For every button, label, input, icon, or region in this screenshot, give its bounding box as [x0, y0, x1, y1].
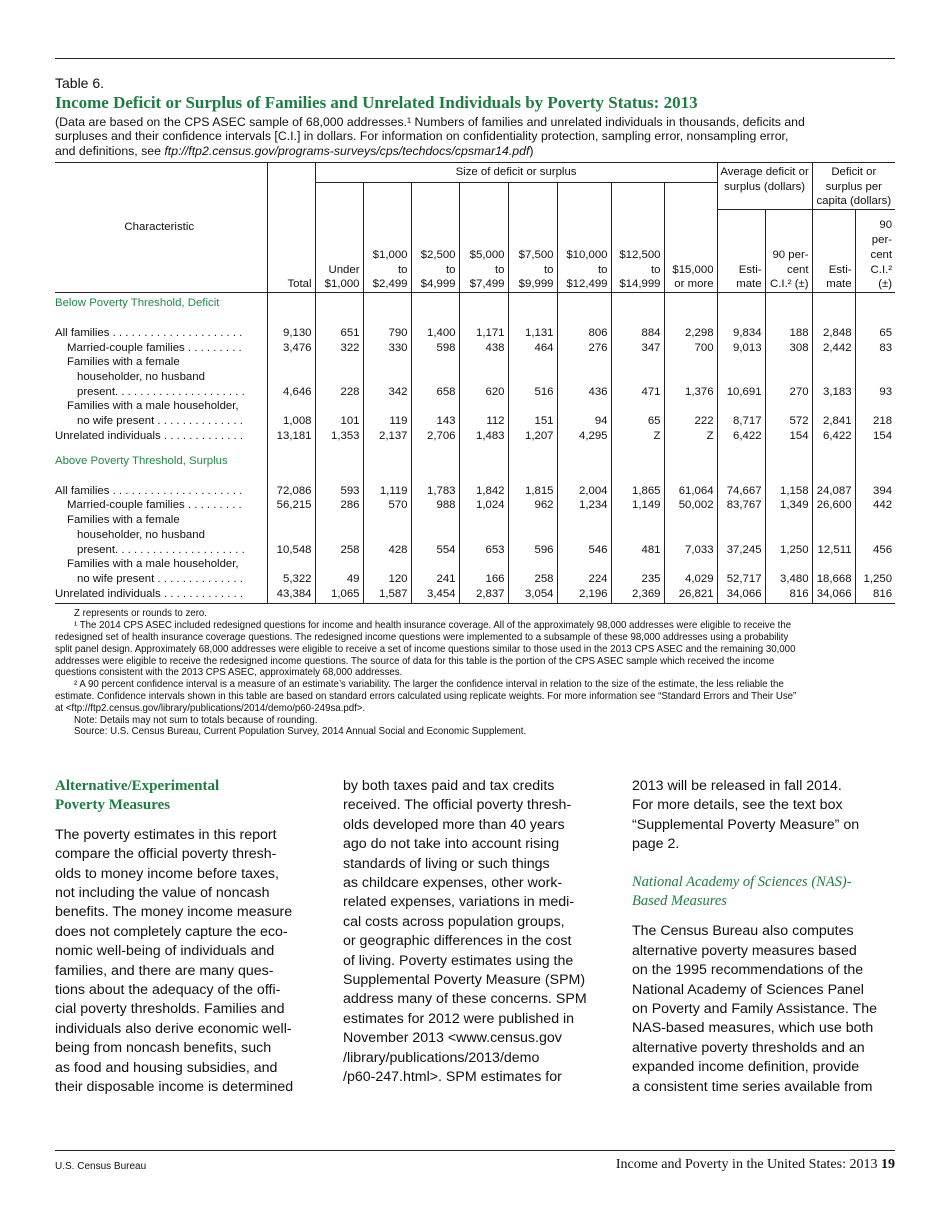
footnote-1: ¹ The 2014 CPS ASEC included redesigned questions for income and health insurance coverage. All of the approximately 98,000 addresses were eligible to receive the: [74, 620, 792, 632]
value-cell: 651: [315, 311, 363, 341]
table-row: [55, 587, 895, 604]
value-cell: 1,353: [315, 429, 363, 444]
value-cell: 222: [664, 399, 717, 428]
section-heading: Poverty Measures: [55, 797, 171, 814]
value-cell: 228: [315, 355, 363, 399]
body-text-line: on Poverty and Family Assistance. The: [632, 1001, 877, 1018]
value-cell: 658: [411, 355, 459, 399]
value-cell: 61,064: [664, 468, 717, 498]
value-cell: 884: [611, 311, 664, 341]
header-bracket: $2,500 to $4,999: [411, 182, 459, 292]
empty-cell: [812, 293, 855, 311]
value-cell: 596: [508, 513, 557, 557]
value-cell: 2,837: [459, 587, 508, 604]
body-text-line: NAS-based measures, which use both: [632, 1020, 874, 1037]
value-cell: 598: [411, 341, 459, 356]
value-cell: 2,848: [812, 311, 855, 341]
header-percap-estimate: Esti- mate: [812, 210, 855, 293]
row-label-line: Unrelated individuals . . . . . . . . . . . . .: [55, 587, 244, 600]
value-cell: 24,087: [812, 468, 855, 498]
body-text-line: related expenses, variations in medi-: [343, 894, 575, 911]
section-label: Above Poverty Threshold, Surplus: [55, 454, 228, 467]
value-cell: 1,024: [459, 498, 508, 513]
header-total: Total: [267, 162, 315, 292]
value-cell: 276: [557, 341, 611, 356]
value-cell: 2,137: [363, 429, 411, 444]
value-cell: 2,442: [812, 341, 855, 356]
header-avg-ci: 90 per- cent C.I.² (±): [765, 210, 812, 293]
value-cell: 241: [411, 557, 459, 586]
row-label-line: present. . . . . . . . . . . . . . . . . . . . .: [77, 543, 245, 556]
value-cell: 962: [508, 498, 557, 513]
value-cell: 1,376: [664, 355, 717, 399]
value-cell: Z: [611, 429, 664, 444]
body-text-line: address many of these concerns. SPM: [343, 991, 587, 1008]
value-cell: 1,207: [508, 429, 557, 444]
body-text-line: as childcare expenses, other work-: [343, 875, 563, 892]
row-label: [55, 513, 267, 557]
value-cell: 516: [508, 355, 557, 399]
value-cell: 2,196: [557, 587, 611, 604]
empty-cell: [267, 293, 315, 311]
section-row: [55, 293, 895, 311]
empty-cell: [765, 293, 812, 311]
value-cell: 3,054: [508, 587, 557, 604]
value-cell: 3,476: [267, 341, 315, 356]
table-row: [55, 355, 895, 399]
empty-cell: [459, 293, 508, 311]
row-label-line: Families with a male householder,: [67, 400, 239, 413]
header-bracket: $1,000 to $2,499: [363, 182, 411, 292]
value-cell: 34,066: [812, 587, 855, 604]
value-cell: 26,600: [812, 498, 855, 513]
empty-cell: [717, 443, 765, 468]
body-text-line: olds to money income before taxes,: [55, 865, 279, 882]
row-label-line: no wife present . . . . . . . . . . . . . .: [77, 572, 243, 585]
body-text-line: National Academy of Sciences Panel: [632, 981, 864, 998]
footnote-1: redesigned set of health insurance coverage questions. The redesigned income questions were implemented to a subsample of these 98,000 addresses using a probability: [55, 631, 789, 643]
value-cell: 1,149: [611, 498, 664, 513]
ftp-link[interactable]: ftp://ftp2.census.gov/programs-surveys/cps/techdocs/cpsmar14.pdf: [164, 143, 530, 158]
header-size-group: Size of deficit or surplus: [315, 162, 717, 182]
body-column-3: [632, 777, 895, 1098]
value-cell: 347: [611, 341, 664, 356]
body-text-line: compare the official poverty thresh-: [55, 846, 277, 863]
value-cell: 653: [459, 513, 508, 557]
footnote-2: at <ftp://ftp2.census.gov/library/publications/2014/demo/p60-249sa.pdf>.: [55, 702, 366, 714]
body-text-line: estimates for 2012 were published in: [343, 1010, 575, 1027]
value-cell: 428: [363, 513, 411, 557]
top-rule: [55, 58, 895, 59]
value-cell: 1,119: [363, 468, 411, 498]
value-cell: 34,066: [717, 587, 765, 604]
value-cell: 471: [611, 355, 664, 399]
table-row: [55, 557, 895, 586]
row-label-line: Married-couple families . . . . . . . . .: [67, 341, 242, 354]
body-text-line: /library/publications/2013/demo: [343, 1049, 540, 1066]
value-cell: 1,483: [459, 429, 508, 444]
body-text-line: cal costs across population groups,: [343, 913, 565, 930]
value-cell: 1,234: [557, 498, 611, 513]
value-cell: 620: [459, 355, 508, 399]
value-cell: 224: [557, 557, 611, 586]
body-text-line: The poverty estimates in this report: [55, 826, 277, 843]
row-label-line: householder, no husband: [77, 370, 205, 383]
value-cell: 442: [855, 498, 895, 513]
empty-cell: [855, 293, 895, 311]
value-cell: 188: [765, 311, 812, 341]
value-cell: 143: [411, 399, 459, 428]
row-label-line: no wife present . . . . . . . . . . . . . .: [77, 415, 243, 428]
row-label-line: present. . . . . . . . . . . . . . . . . . . . .: [77, 385, 245, 398]
value-cell: 554: [411, 513, 459, 557]
empty-cell: [717, 293, 765, 311]
intro-text: and definitions, see: [55, 143, 165, 158]
value-cell: 120: [363, 557, 411, 586]
row-label: [55, 355, 267, 399]
body-text-line: a consistent time series available from: [632, 1078, 873, 1095]
value-cell: 154: [855, 429, 895, 444]
value-cell: 330: [363, 341, 411, 356]
empty-cell: [411, 443, 459, 468]
value-cell: 436: [557, 355, 611, 399]
body-text-line: of living. Poverty estimates using the: [343, 952, 574, 969]
body-text-line: tions about the adequacy of the offi-: [55, 982, 281, 999]
note-rounding: Note: Details may not sum to totals because of rounding.: [74, 714, 318, 726]
body-text-line: ago do not take into account rising: [343, 836, 560, 853]
poverty-deficit-table: [55, 162, 895, 604]
value-cell: 1,400: [411, 311, 459, 341]
footer-title: [616, 1157, 895, 1173]
body-text-line: alternative poverty thresholds and an: [632, 1039, 865, 1056]
value-cell: 1,842: [459, 468, 508, 498]
table-row: [55, 498, 895, 513]
row-label: [55, 399, 267, 428]
value-cell: 481: [611, 513, 664, 557]
note-z: Z represents or rounds to zero.: [74, 608, 207, 620]
value-cell: 2,841: [812, 399, 855, 428]
table-row: [55, 513, 895, 557]
footer-publisher: U.S. Census Bureau: [55, 1161, 147, 1172]
table-label: Table 6.: [55, 75, 105, 91]
body-column-1: [55, 777, 317, 1098]
value-cell: 1,250: [765, 513, 812, 557]
value-cell: 49: [315, 557, 363, 586]
value-cell: 43,384: [267, 587, 315, 604]
note-source: Source: U.S. Census Bureau, Current Population Survey, 2014 Annual Social and Economic Supplement.: [74, 726, 527, 738]
value-cell: 3,183: [812, 355, 855, 399]
value-cell: 9,013: [717, 341, 765, 356]
table-row: [55, 429, 895, 444]
empty-cell: [557, 443, 611, 468]
table-notes: [55, 608, 895, 738]
body-text-line: 2013 will be released in fall 2014.: [632, 778, 842, 794]
value-cell: 258: [508, 557, 557, 586]
value-cell: 816: [765, 587, 812, 604]
header-per-capita-group: Deficit or surplus per capita (dollars): [812, 162, 895, 209]
body-text-line: For more details, see the text box: [632, 797, 843, 814]
body-text-line: Supplemental Poverty Measure (SPM): [343, 972, 586, 989]
row-label-line: Families with a male householder,: [67, 558, 239, 571]
body-text-line: benefits. The money income measure: [55, 904, 293, 921]
body-text-line: families, and there are many ques-: [55, 962, 274, 979]
value-cell: 286: [315, 498, 363, 513]
value-cell: 6,422: [717, 429, 765, 444]
value-cell: 6,422: [812, 429, 855, 444]
value-cell: 50,002: [664, 498, 717, 513]
value-cell: 4,295: [557, 429, 611, 444]
body-text-line: or geographic differences in the cost: [343, 933, 572, 950]
body-columns: [55, 777, 895, 1098]
body-text-line: by both taxes paid and tax credits: [343, 778, 555, 794]
empty-cell: [611, 443, 664, 468]
value-cell: 13,181: [267, 429, 315, 444]
header-characteristic: Characteristic: [55, 162, 267, 292]
empty-cell: [664, 293, 717, 311]
body-text-line: cial poverty thresholds. Families and: [55, 1001, 285, 1018]
row-label: [55, 468, 267, 498]
empty-cell: [765, 443, 812, 468]
table-title: Income Deficit or Surplus of Families and Unrelated Individuals by Poverty Status: 2013: [55, 93, 698, 112]
subsection-heading: Based Measures: [632, 893, 727, 910]
header-bracket: $5,000 to $7,499: [459, 182, 508, 292]
empty-cell: [812, 443, 855, 468]
value-cell: 988: [411, 498, 459, 513]
value-cell: 12,511: [812, 513, 855, 557]
value-cell: 570: [363, 498, 411, 513]
intro-text: ): [529, 143, 534, 158]
value-cell: 112: [459, 399, 508, 428]
row-label-line: Unrelated individuals . . . . . . . . . . . . .: [55, 429, 244, 442]
header-bracket: $10,000 to $12,499: [557, 182, 611, 292]
footnote-2: estimate. Confidence intervals shown in this table are based on standard errors calculated using replicate weights. For more information see “Standard Errors and Their Use”: [55, 690, 797, 702]
empty-cell: [557, 293, 611, 311]
empty-cell: [664, 443, 717, 468]
page-content: [55, 75, 895, 1098]
empty-cell: [267, 443, 315, 468]
value-cell: 308: [765, 341, 812, 356]
intro-line: [55, 144, 895, 158]
body-text-line: on the 1995 recommendations of the: [632, 962, 864, 979]
row-label-line: Married-couple families . . . . . . . . .: [67, 499, 242, 512]
value-cell: 322: [315, 341, 363, 356]
body-text-line: nomic well-being of individuals and: [55, 943, 275, 960]
value-cell: 1,158: [765, 468, 812, 498]
value-cell: 1,065: [315, 587, 363, 604]
value-cell: 2,369: [611, 587, 664, 604]
value-cell: Z: [664, 429, 717, 444]
empty-cell: [855, 443, 895, 468]
row-label-line: All families . . . . . . . . . . . . . . . . . . . . .: [55, 484, 243, 497]
page-number: 19: [881, 1157, 895, 1172]
value-cell: 10,691: [717, 355, 765, 399]
body-text-line: /p60-247.html>. SPM estimates for: [343, 1069, 562, 1086]
value-cell: 3,480: [765, 557, 812, 586]
empty-cell: [508, 443, 557, 468]
table-row: [55, 311, 895, 341]
value-cell: 700: [664, 341, 717, 356]
value-cell: 1,587: [363, 587, 411, 604]
intro-line: (Data are based on the CPS ASEC sample of 68,000 addresses.¹ Numbers of families and unrelated individuals in thousands, deficits and: [55, 115, 805, 129]
value-cell: 18,668: [812, 557, 855, 586]
value-cell: 2,706: [411, 429, 459, 444]
table-section: [55, 75, 895, 765]
row-label-line: Families with a female: [67, 514, 180, 527]
value-cell: 93: [855, 355, 895, 399]
value-cell: 83,767: [717, 498, 765, 513]
row-label: [55, 429, 267, 444]
value-cell: 258: [315, 513, 363, 557]
row-label-line: householder, no husband: [77, 528, 205, 541]
value-cell: 572: [765, 399, 812, 428]
value-cell: 119: [363, 399, 411, 428]
value-cell: 546: [557, 513, 611, 557]
intro-line: surpluses and their confidence intervals [C.I.] in dollars. For information on confidentiality protection, sampling error, nonsampling error,: [55, 129, 789, 144]
value-cell: 8,717: [717, 399, 765, 428]
row-label: [55, 587, 267, 604]
body-text-line: “Supplemental Poverty Measure” on: [632, 816, 860, 833]
value-cell: 56,215: [267, 498, 315, 513]
table-row: [55, 468, 895, 498]
body-text-line: alternative poverty measures based: [632, 942, 857, 959]
body-text-line: page 2.: [632, 836, 680, 853]
header-avg-estimate: Esti- mate: [717, 210, 765, 293]
value-cell: 1,250: [855, 557, 895, 586]
footer-rule: [55, 1150, 895, 1151]
footnote-1: split panel design. Approximately 68,000 addresses were eligible to receive a set of income questions similar to those used in the 2013 CPS ASEC and the remaining 30,000: [55, 643, 796, 655]
footer-report-title: Income and Poverty in the United States: 2013: [615, 1157, 878, 1172]
value-cell: 1,783: [411, 468, 459, 498]
header-bracket: Under $1,000: [315, 182, 363, 292]
value-cell: 438: [459, 341, 508, 356]
section-heading: Alternative/Experimental: [55, 778, 220, 794]
row-label-line: All families . . . . . . . . . . . . . . . . . . . . .: [55, 326, 243, 339]
body-text-line: does not completely capture the eco-: [55, 923, 288, 940]
row-label: [55, 498, 267, 513]
row-label-line: Families with a female: [67, 356, 180, 369]
footnote-1: questions consistent with the 2013 CPS ASEC, approximately 68,000 addresses.: [55, 667, 403, 679]
value-cell: 4,029: [664, 557, 717, 586]
empty-cell: [363, 293, 411, 311]
table-intro: [55, 115, 895, 158]
value-cell: 235: [611, 557, 664, 586]
body-text-line: their disposable income is determined: [55, 1079, 294, 1096]
row-label: [55, 341, 267, 356]
empty-cell: [611, 293, 664, 311]
value-cell: 101: [315, 399, 363, 428]
value-cell: 72,086: [267, 468, 315, 498]
value-cell: 806: [557, 311, 611, 341]
body-text-line: olds developed more than 40 years: [343, 816, 565, 833]
value-cell: 3,454: [411, 587, 459, 604]
body-text-line: being from noncash benefits, such: [55, 1040, 272, 1057]
value-cell: 94: [557, 399, 611, 428]
value-cell: 5,322: [267, 557, 315, 586]
value-cell: 151: [508, 399, 557, 428]
body-text-line: individuals also derive economic well-: [55, 1020, 292, 1037]
header-bracket: $12,500 to $14,999: [611, 182, 664, 292]
row-label: [55, 311, 267, 341]
empty-cell: [508, 293, 557, 311]
value-cell: 9,130: [267, 311, 315, 341]
value-cell: 342: [363, 355, 411, 399]
value-cell: 816: [855, 587, 895, 604]
body-text-line: not including the value of noncash: [55, 885, 270, 902]
body-text-line: The Census Bureau also computes: [632, 923, 854, 940]
value-cell: 394: [855, 468, 895, 498]
value-cell: 1,349: [765, 498, 812, 513]
value-cell: 270: [765, 355, 812, 399]
empty-cell: [363, 443, 411, 468]
value-cell: 65: [855, 311, 895, 341]
empty-cell: [411, 293, 459, 311]
value-cell: 2,298: [664, 311, 717, 341]
value-cell: 10,548: [267, 513, 315, 557]
value-cell: 1,171: [459, 311, 508, 341]
body-text-line: standards of living or such things: [343, 855, 550, 872]
header-bracket: $7,500 to $9,999: [508, 182, 557, 292]
header-average-group: Average deficit or surplus (dollars): [717, 162, 812, 209]
header-bracket: $15,000 or more: [664, 182, 717, 292]
value-cell: 1,815: [508, 468, 557, 498]
value-cell: 7,033: [664, 513, 717, 557]
table-row: [55, 399, 895, 428]
value-cell: 1,008: [267, 399, 315, 428]
value-cell: 166: [459, 557, 508, 586]
value-cell: 52,717: [717, 557, 765, 586]
value-cell: 9,834: [717, 311, 765, 341]
footnote-1: addresses were eligible to receive the redesigned income questions. The source of data for this table is the portion of the CPS ASEC sample which received the income: [55, 655, 775, 667]
value-cell: 83: [855, 341, 895, 356]
value-cell: 218: [855, 399, 895, 428]
value-cell: 154: [765, 429, 812, 444]
value-cell: 2,004: [557, 468, 611, 498]
empty-cell: [315, 443, 363, 468]
body-text-line: as food and housing subsidies, and: [55, 1059, 278, 1076]
header-percap-ci: 90 per- cent C.I.² (±): [855, 210, 895, 293]
value-cell: 1,865: [611, 468, 664, 498]
section-label: Below Poverty Threshold, Deficit: [55, 296, 220, 309]
empty-cell: [315, 293, 363, 311]
value-cell: 593: [315, 468, 363, 498]
footnote-2: ² A 90 percent confidence interval is a measure of an estimate’s variability. The larger the confidence interval in relation to the size of the estimate, the less reliable the: [74, 679, 784, 691]
value-cell: 26,821: [664, 587, 717, 604]
value-cell: 790: [363, 311, 411, 341]
body-text-line: received. The official poverty thresh-: [343, 797, 572, 814]
value-cell: 1,131: [508, 311, 557, 341]
value-cell: 456: [855, 513, 895, 557]
value-cell: 65: [611, 399, 664, 428]
table-row: [55, 341, 895, 356]
value-cell: 464: [508, 341, 557, 356]
body-column-2: [343, 777, 605, 1098]
value-cell: 37,245: [717, 513, 765, 557]
body-text-line: expanded income definition, provide: [632, 1059, 860, 1076]
section-row: [55, 443, 895, 468]
value-cell: 4,646: [267, 355, 315, 399]
body-text-line: November 2013 <www.census.gov: [343, 1030, 562, 1047]
row-label: [55, 557, 267, 586]
value-cell: 74,667: [717, 468, 765, 498]
subsection-heading: National Academy of Sciences (NAS)-: [632, 873, 852, 890]
empty-cell: [459, 443, 508, 468]
